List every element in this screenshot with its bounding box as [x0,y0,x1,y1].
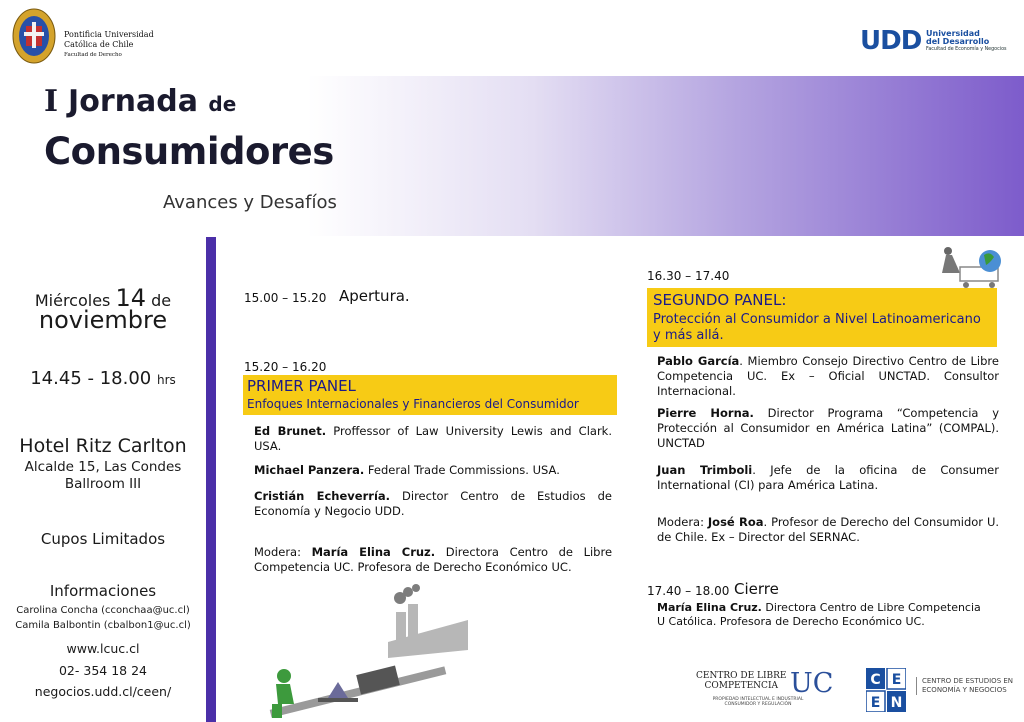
speaker-desc: Director Centro de Estudios de Economía y Negocio UDD. [254,489,612,518]
lc-sub2: CONSUMIDOR Y REGULACIÓN [724,702,792,707]
moderator-desc: Directora Centro de Libre Competencia UC. Profesora de Derecho Económico UC. [254,545,613,574]
lc-uc-mark: UC [790,668,834,699]
speaker-desc: Director Programa “Competencia y Protección al Consumidor en América Latina” (COMPAL). UNCTAD [657,406,1000,450]
puc-crest-icon [12,8,56,64]
title-word: Jornada [68,84,198,119]
speaker-name: Juan Trimboli [657,463,753,477]
ceen-line2: ECONOMÍA Y NEGOCIOS [922,686,1007,694]
ceen-letter-1: C [870,672,881,688]
speaker-desc: Federal Trade Commissions. USA. [367,463,560,477]
panel2-header-box [647,288,997,347]
title-line2: Consumidores [44,130,334,173]
panel2-speaker-1 [657,354,999,399]
ceen-logo-icon [866,668,906,712]
title-de: de [208,92,237,116]
panel2-speaker-2 [657,406,999,451]
moderator-desc: . Profesor de Derecho del Consumidor U. de Chile. Ex – Director del SERNAC. [657,515,1000,544]
seesaw-factory-illustration-icon [258,580,468,720]
panel2-subtitle-line2: y más allá. [653,328,724,343]
speaker-desc: . Miembro Consejo Directivo Centro de Libre Competencia UC. Ex – Oficial UNCTAD. Consultor Internacional. [657,354,999,398]
event-hours [0,368,206,389]
speaker-name: Cristián Echeverría. [254,489,391,503]
contact-camila: Camila Balbontin (cbalbon1@uc.cl) [15,620,191,631]
website-ceen[interactable]: negocios.udd.cl/ceen/ [34,684,172,699]
venue-name: Hotel Ritz Carlton [19,435,187,457]
ceen-line1: CENTRO DE ESTUDIOS EN [922,677,1014,685]
puc-line2: Católica de Chile [64,40,134,49]
closing-label: Cierre [734,580,779,598]
phone-number: 02- 354 18 24 [58,663,147,678]
day-label: Miércoles [34,291,111,310]
moderator-name: José Roa [707,515,764,529]
panel1-speaker-2 [254,463,612,478]
subtitle: Avances y Desafíos [163,192,337,213]
speaker-name: Pierre Horna. [657,406,754,420]
udd-line2: del Desarrollo [926,37,990,46]
puc-line1: Pontificia Universidad [64,30,154,39]
panel2-subtitle-line1: Protección al Consumidor a Nivel Latinoamericano [653,312,981,327]
closing-speaker [657,601,987,629]
lc-line1: CENTRO DE LIBRE [696,671,787,681]
ceen-name [916,677,1013,695]
title-line1 [44,84,236,119]
udd-line1: Universidad [926,29,980,38]
lc-subtitle [698,697,818,707]
cupos-limitados: Cupos Limitados [40,530,166,548]
venue-address: Alcalde 15, Las Condes [24,459,182,475]
day-de: de [151,291,172,310]
udd-mark: UDD [860,26,922,56]
date-month: noviembre [38,306,168,334]
udd-name [926,30,1007,54]
udd-line3: Facultad de Economía y Negocios [926,47,1007,52]
panel1-subtitle: Enfoques Internacionales y Financieros del Consumidor [247,397,579,411]
lc-line2: COMPETENCIA [704,681,778,691]
title-roman: I [44,84,59,119]
lc-uc-logo [696,671,787,691]
ceen-letter-2: E [891,672,902,688]
udd-logo [860,28,921,54]
contact-carolina: Carolina Concha (cconchaa@uc.cl) [16,605,190,616]
moderator-label: Modera: [254,545,301,559]
hours-value: 14.45 - 18.00 [30,368,152,389]
closing-time: 17.40 – 18.00 [647,584,730,598]
website-lcuc[interactable]: www.lcuc.cl [66,641,140,656]
panel2-speaker-3 [657,463,999,493]
puc-line3: Facultad de Derecho [64,52,122,58]
info-title: Informaciones [49,582,157,600]
venue-room: Ballroom III [64,476,142,492]
panel1-time: 15.20 – 16.20 [244,360,327,374]
day-number: 14 [115,284,147,312]
panel1-speaker-3 [254,489,612,519]
panel1-title: PRIMER PANEL [247,377,356,395]
moderator-name: María Elina Cruz. [311,545,436,559]
speaker-name: Michael Panzera. [254,463,365,477]
opening-label: Apertura. [339,287,410,305]
speaker-desc: Proffessor of Law University Lewis and Clark. USA. [254,424,612,453]
panel1-speaker-1 [254,424,612,454]
closing-speaker-desc: Directora Centro de Libre Competencia U Católica. Profesora de Derecho Económico UC. [657,601,981,628]
consumer-globe-icon [934,243,1004,291]
ceen-letter-4: N [890,695,903,711]
panel1-moderator [254,545,612,575]
panel2-title: SEGUNDO PANEL: [653,291,787,309]
vertical-accent-bar [206,237,216,722]
panel2-time: 16.30 – 17.40 [647,269,730,283]
ceen-letter-3: E [870,695,881,711]
speaker-name: Ed Brunet. [254,424,327,438]
puc-name [64,30,154,60]
closing-speaker-name: María Elina Cruz. [657,601,762,614]
panel2-moderator [657,515,999,545]
opening-time: 15.00 – 15.20 [244,291,327,305]
hours-unit: hrs [156,373,176,387]
speaker-desc: . Jefe de la oficina de Consumer International (CI) para América Latina. [657,463,999,492]
speaker-name: Pablo García [657,354,740,368]
moderator-label: Modera: [657,515,704,529]
panel1-header-box [243,375,617,415]
lc-sub1: PROPIEDAD INTELECTUAL E INDUSTRIAL [712,697,804,702]
